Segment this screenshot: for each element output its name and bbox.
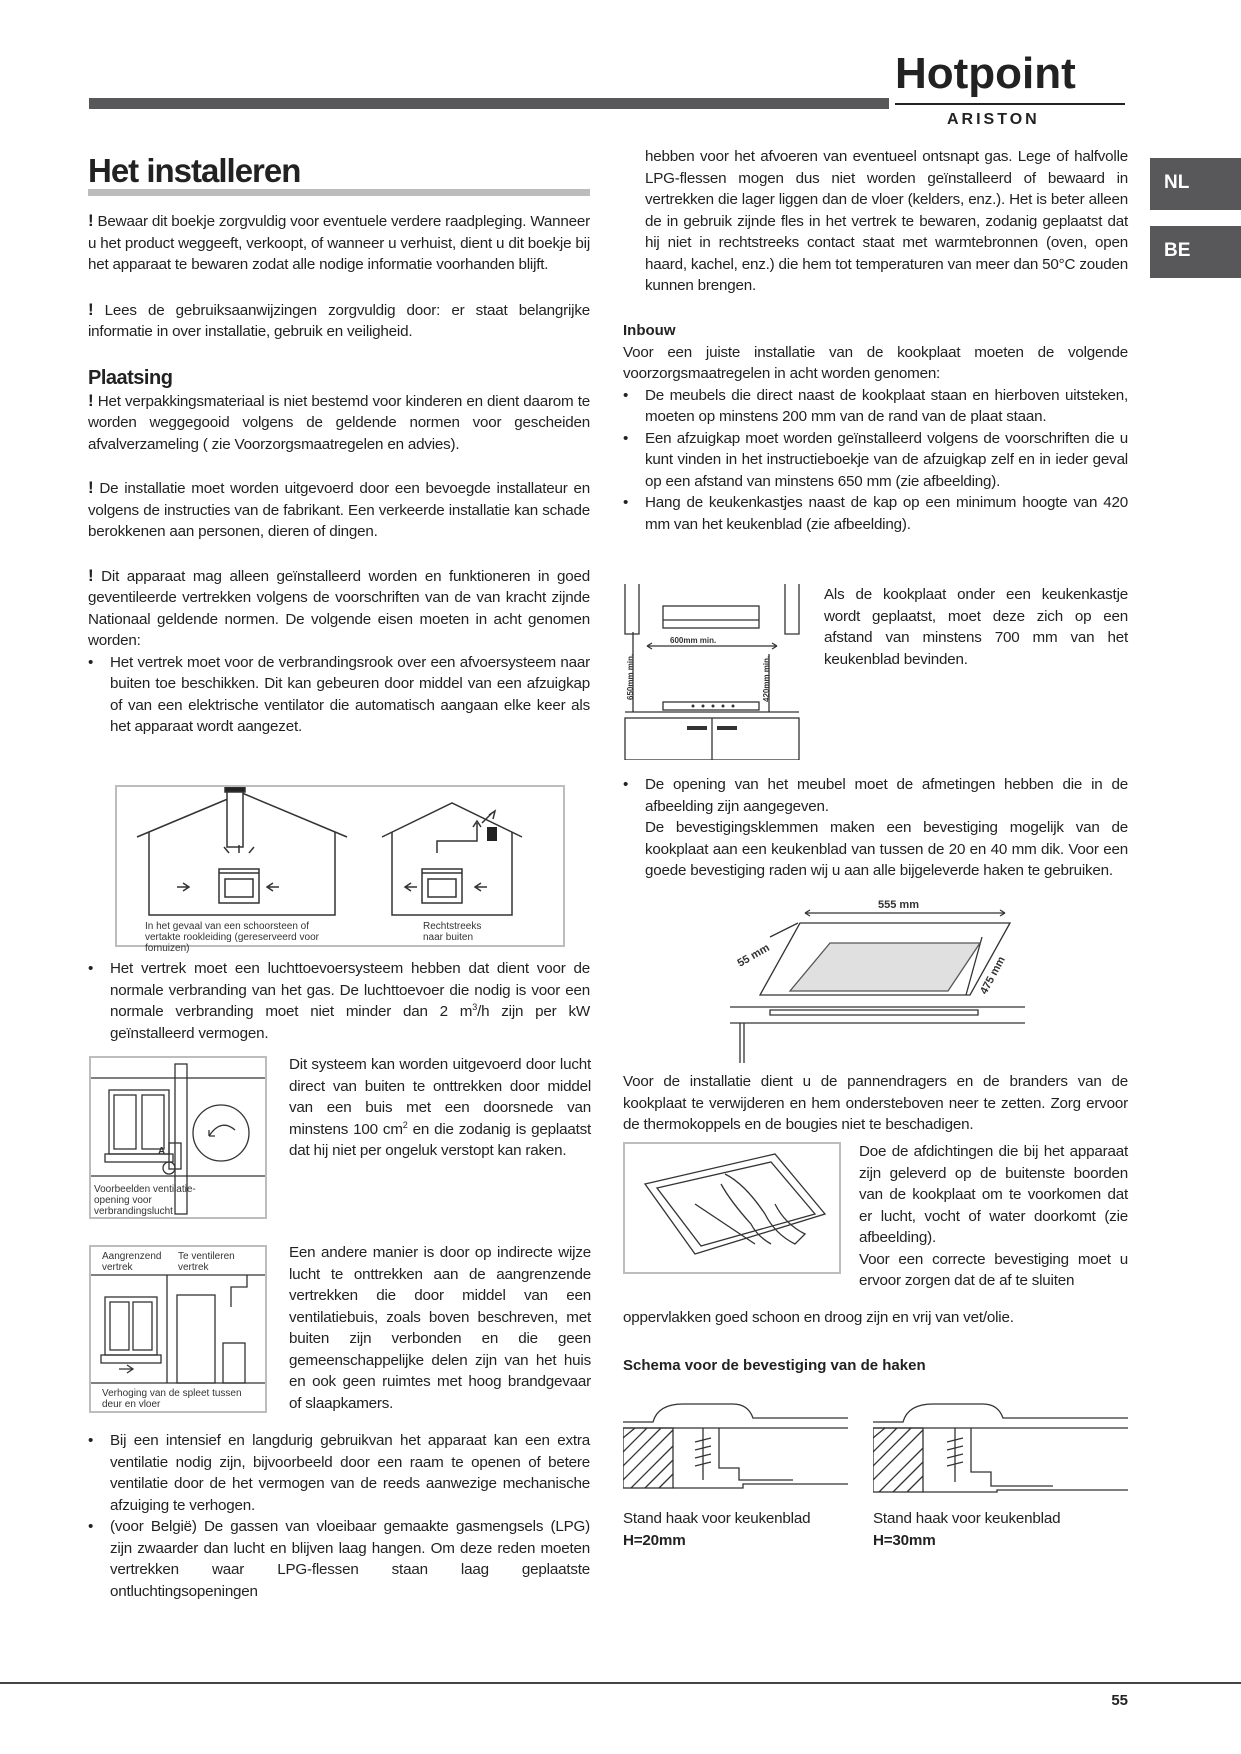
gasket-illustration [625,1144,839,1272]
tab-nl[interactable]: NL [1150,158,1241,210]
intro-paragraph-1: ! Bewaar dit boekje zorgvuldig voor eventuele verdere raadpleging. Wanneer u het product weggeeft, verkoopt, of wanneer u verhuist, dient u dit boekje bij het apparaat te bewaren zodat alle nodige informatie voorhanden blijft. [88,211,590,273]
hook1-height: H=20mm [623,1531,686,1549]
side-text-oppervlakken: oppervlakken goed schoon en droog zijn en vrij van vet/olie. [623,1309,1014,1326]
fig2-label-a: A [158,1146,166,1157]
plaatsing-paragraph-3: ! Dit apparaat mag alleen geïnstalleerd worden en funktioneren in goed geventileerde vertrekken volgens de voorschriften van de van kracht zijnde Nationaal geldende normen. De volgende eisen moeten in acht genomen worden: [88,565,590,649]
right-column [623,146,1128,535]
fig4-420: 420mm min. [762,655,771,702]
plaatsing-paragraph-2: ! De installatie moet worden uitgevoerd door een bevoegde installateur en volgens de instructies van de fabrikant. Een verkeerde installatie kan schade berokkenen aan personen, dieren of dingen. [88,478,590,540]
side-text-bevestiging: Voor een correcte bevestiging moet u ervoor zorgen dat de af te sluiten [859,1250,1128,1289]
fig3-caption-ventilate: Te ventileren vertrek [178,1251,235,1273]
intro-paragraph-2: ! Lees de gebruiksaanwijzingen zorgvuldig door: er staat belangrijke informatie in over installatie, gebruik en veiligheid. [88,299,590,340]
brand-divider [895,103,1125,105]
cutout-illustration [730,895,1025,1063]
fig1-caption-right: Rechtstreeks naar buiten [423,921,482,943]
brand-logo [895,50,1135,129]
gasket-figure [623,1142,841,1274]
header-rule [89,98,889,109]
fig4-600: 600mm min. [670,636,717,645]
hook2-height: H=30mm [873,1531,936,1549]
pannendragers-paragraph: Voor de installatie dient u de pannendragers en de branders van de kookplaat te verwijderen en hem ondersteboven neer te zetten. Zorg ervoor de thermokoppels en de bougies niet te beschadigen. [623,1073,1128,1133]
hook1-label: Stand haak voor keukenblad [623,1510,811,1527]
inbouw-intro: Voor een juiste installatie van de kookplaat moeten de volgende voorzorgsmaatregelen in acht worden genomen: [623,343,1128,382]
inbouw-bullet-opening: • De opening van het meubel moet de afmetingen hebben die in de afbeelding zijn aangegeven. De bevestigingsklemmen maken een bevestiging mogelijk van de kookplaat aan een keukenblad van tussen de 20 en 40 mm dik. Voor een goede bevestiging raden wij u aan alle bijgeleverde haken te gebruiken. [623,774,1128,882]
bullet-luchttoevoer: • Het vertrek moet een luchttoevoersysteem hebben dat dient voor de normale verbranding van het gas. De luchttoevoer die nodig is voor een normale verbranding moet niet minder dan 2 $m^3/h$ zijn per kW geïnstalleerd vermogen. [88,958,590,1044]
fig2-caption: Voorbeelden ventilatie-opening voor verbrandingslucht [94,1184,196,1217]
fig1-caption-left: In het gevaal van een schoorsteen of vertakte rookleiding (gereserveerd voor fornuizen) [145,921,319,954]
plaatsing-paragraph-1: ! Het verpakkingsmateriaal is niet bestemd voor kinderen en dient daarom te worden weggegooid volgens de geldende normen voor gescheiden afvalverzameling ( zie Voorzorgsmaatregelen en advies). [88,390,590,453]
kitchen-illustration [623,584,801,760]
kitchen-dimensions-figure [623,584,801,760]
page-number: 55 [1111,1692,1128,1709]
fig3-caption-bottom: Verhoging van de spleet tussen deur en vloer [102,1388,242,1410]
plaatsing-heading: Plaatsing [88,366,173,389]
schema-heading: Schema voor de bevestiging van de haken [623,1357,926,1374]
fig5-475: 475 mm [978,954,1008,997]
bullet-afvoer: • Het vertrek moet voor de verbrandingsrook over een afvoersysteem naar buiten toe beschikken. Dit kan gebeuren door middel van een afzuigkap of van een elektrische ventilator die automatisch aangaan elke keer als het apparaat wordt aangezet. [88,652,590,738]
fig4-650: 650mm min. [626,653,635,700]
ventilation-opening-figure [89,1056,267,1219]
fig5-55: 55 mm [735,941,772,970]
page-title: Het installeren [88,152,301,189]
left-column [88,210,590,738]
hook-caption-30 [873,1508,1093,1551]
cutout-dimensions-figure [730,895,1025,1063]
inbouw-bullet-meubels: • De meubels die direct naast de kookplaat staan en hierboven uitsteken, moeten op minstens 200 mm van de rand van de plaat staan. [623,385,1128,428]
bullet-extra-ventilatie: • Bij een intensief en langdurig gebruikvan het apparaat kan een extra ventilatie nodig zijn, bijvoorbeeld door een raam te openen of betere ventilatie door de het vermogen van de reeds aanwezige mechanische afzuiging te verhogen. [88,1430,590,1516]
side-text-afdichtingen: Doe de afdichtingen die bij het apparaat zijn geleverd op de buitenste boorden van de kookplaat om te voorkomen dat er lucht, vocht of water doorkomt (zie afbeelding). [859,1143,1128,1246]
lpg-continued: hebben voor het afvoeren van eventueel ontsnapt gas. Lege of halfvolle LPG-flessen mogen dus niet worden geïnstalleerd of bewaard in vertrekken die lager liggen dan de vloer (kelders, enz.). Het is beter alleen de in gebruik zijnde fles in het vertrek te bewaren, zodanig geplaatst dat hij niet in rechtstreeks contact staat met warmtebronnen (oven, open haard, kachel, enz.) die hem tot temperaturen van meer dan 50°C zouden kunnen brengen. [645,148,1128,294]
hook2-label: Stand haak voor keukenblad [873,1510,1061,1527]
adjacent-room-figure [89,1245,267,1413]
hook-30mm-illustration [873,1392,1128,1502]
hook-20mm-illustration [623,1392,848,1502]
ventilation-houses-figure [115,785,565,954]
inbouw-bullet-kastjes: • Hang de keukenkastjes naast de kap op een minimum hoogte van 420 mm van het keukenblad (zie afbeelding). [623,492,1128,535]
side-text-indirect-air: Een andere manier is door op indirecte wijze lucht te onttrekken aan de aangrenzende vertrekken die door middel van een ventilatiebuis, zoals boven beschreven, met buiten zijn verbonden en die geen gemeenschappelijke delen zijn van het huis en ook geen ruimtes met hoog brandgevaar of slaapkamers. [289,1244,591,1412]
brand-sub: ARISTON [947,111,1040,128]
brand-name: Hotpoint [895,49,1076,98]
fig5-555: 555 mm [878,899,919,911]
bullet-lpg: • (voor België) De gassen van vloeibaar gemaakte gasmengsels (LPG) zijn zwaarder dan lucht en blijven laag hangen. Om deze reden moeten vertrekken waar LPG-flessen staan laag geplaatste ontluchtingsopeningen [88,1516,590,1602]
side-text-kastje: Als de kookplaat onder een keukenkastje wordt geplaatst, moet deze zich op een afstand van minstens 700 mm van het keukenblad bevinden. [824,586,1128,668]
inbouw-heading: Inbouw [623,321,676,339]
hook-figure-30mm [873,1392,1128,1502]
title-underline [88,189,590,196]
inbouw-bullet-afzuigkap: • Een afzuigkap moet worden geïnstalleerd volgens de voorschriften die u kunt vinden in het instructieboekje van de afzuigkap zelf en in ieder geval op een afstand van minstens 650 mm (zie afbeelding). [623,428,1128,493]
tab-be[interactable]: BE [1150,226,1241,278]
side-text-direct-air: Dit systeem kan worden uitgevoerd door lucht direct van buiten te onttrekken door middel van een buis met een doorsnede van minstens 100 $cm^2$ en die zodanig is geplaatst dat hij niet per ongeluk verstopt kan raken. [289,1056,592,1159]
hook-caption-20 [623,1508,843,1551]
footer-rule [0,1682,1241,1684]
fig3-caption-adjacent: Aangrenzend vertrek [102,1251,162,1273]
hook-figure-20mm [623,1392,848,1502]
